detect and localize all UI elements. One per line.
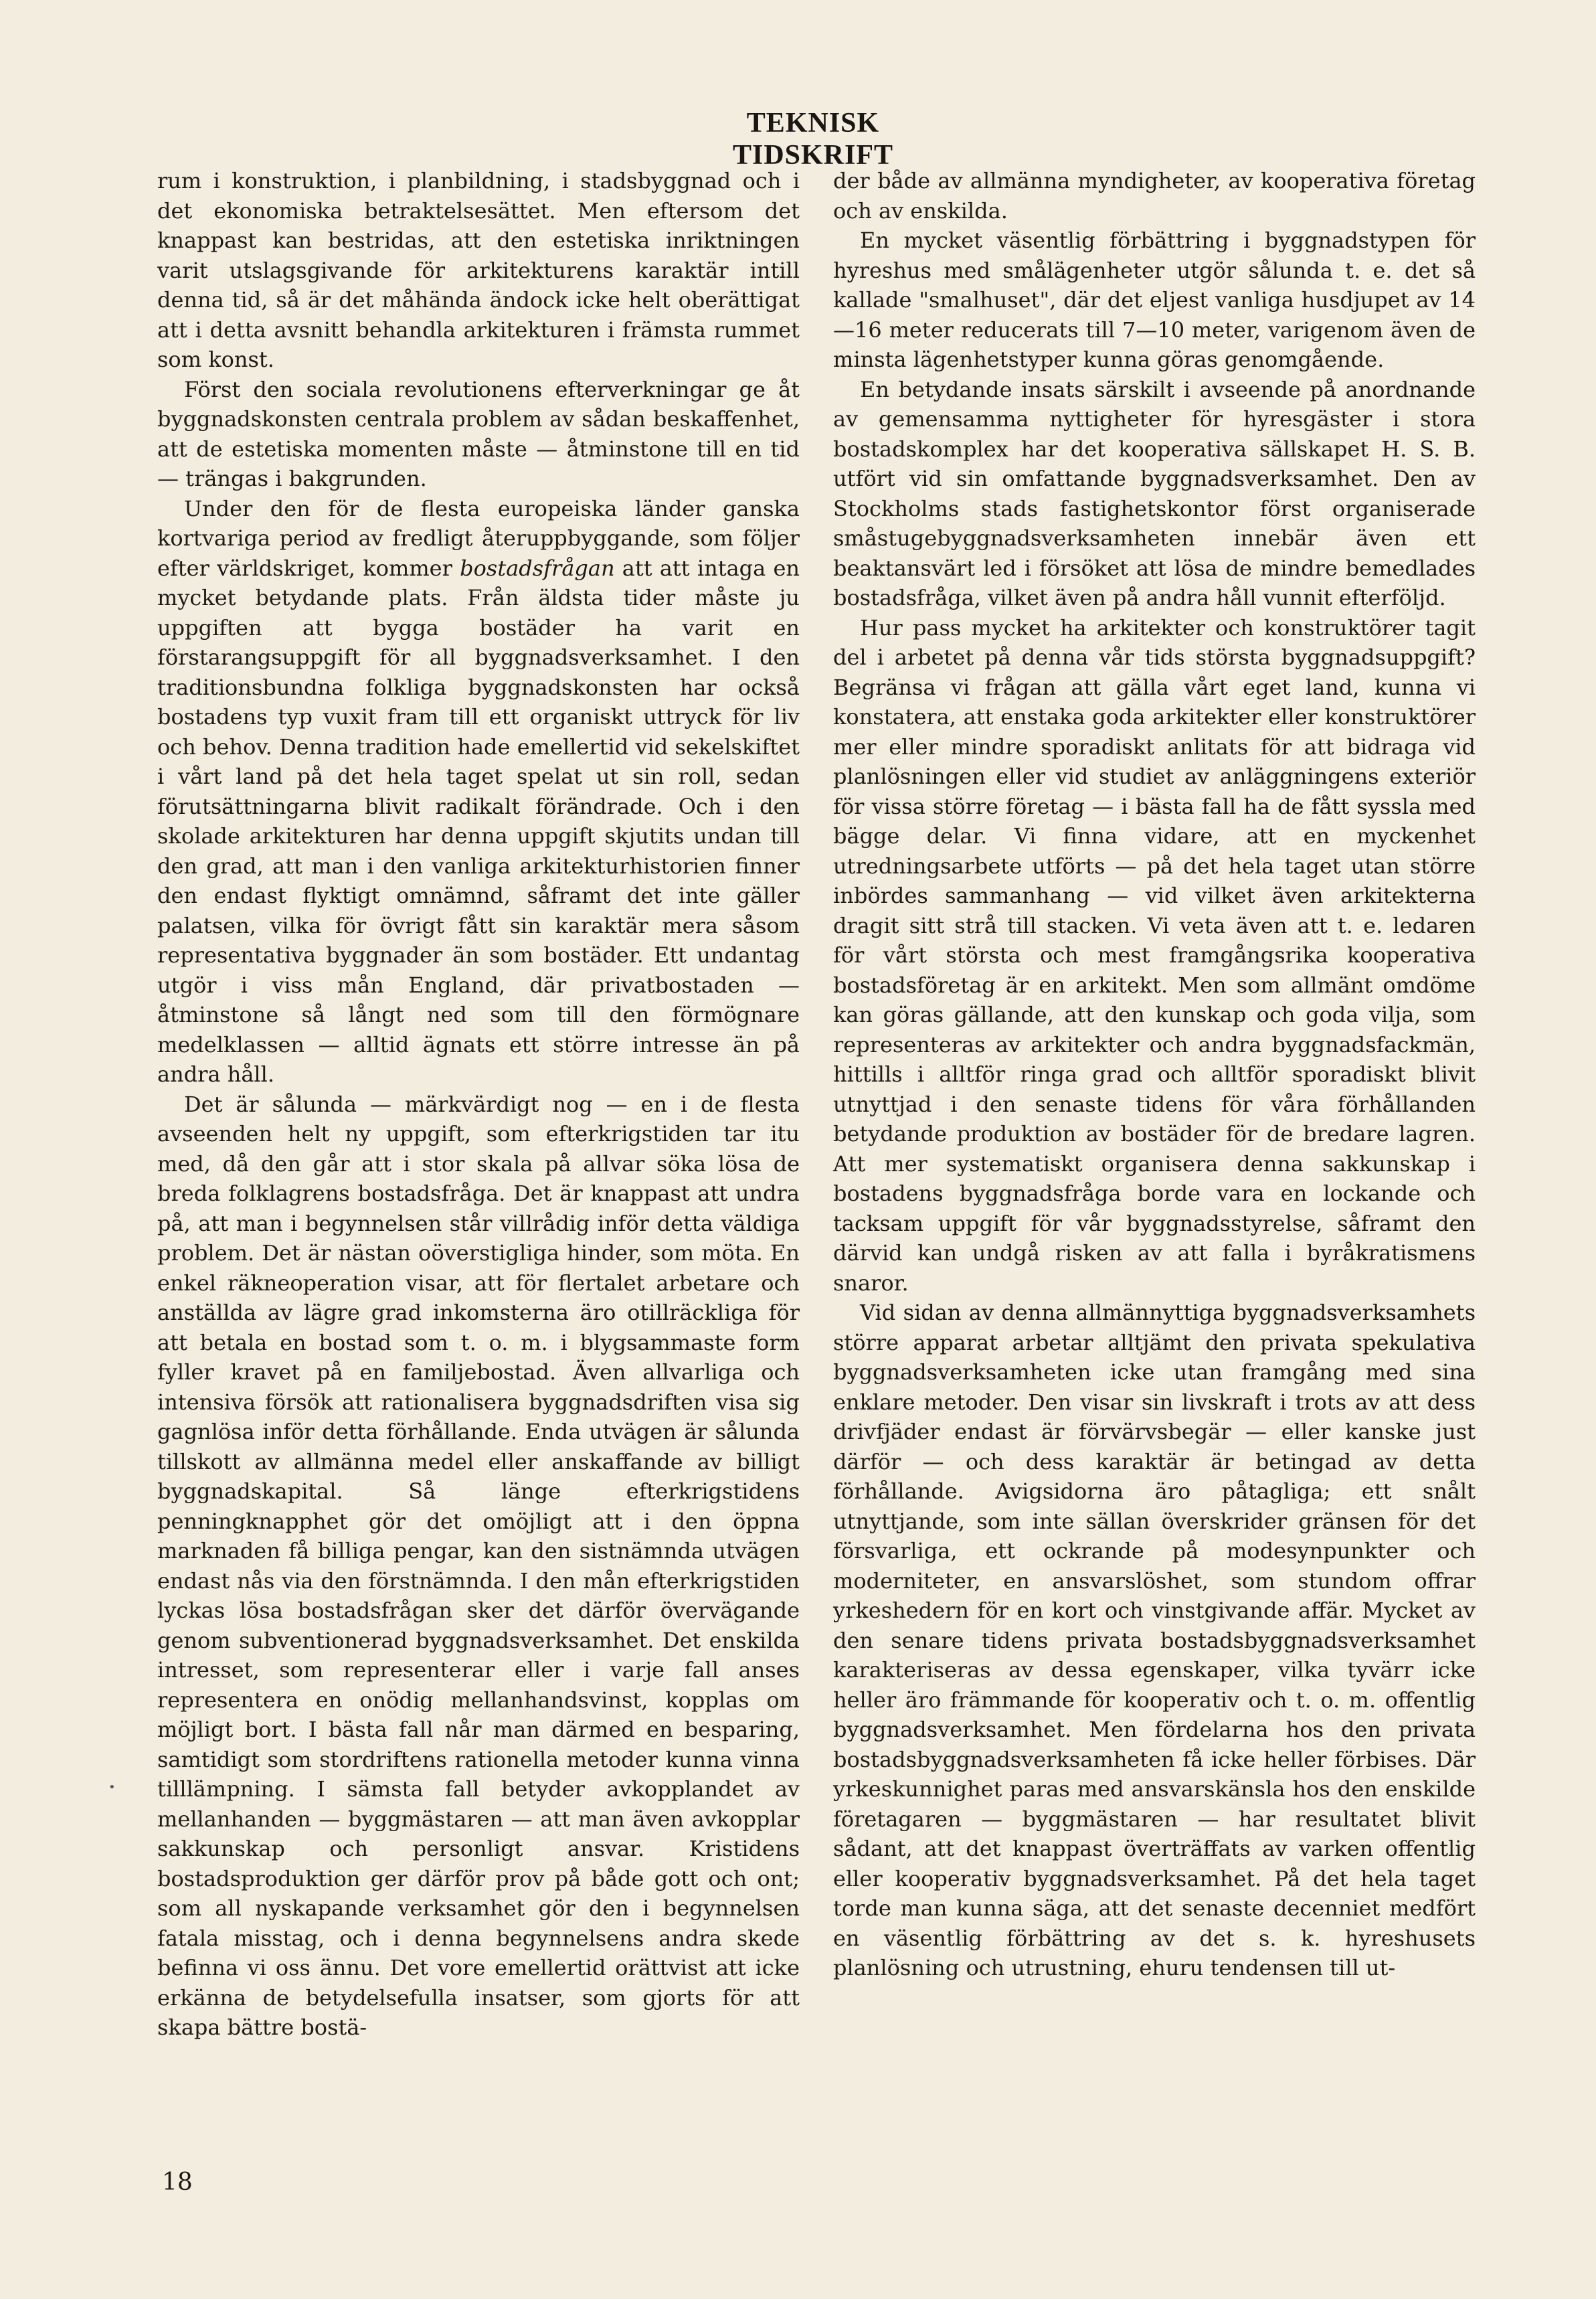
paragraph: En betydande insats särskilt i avseende på anordnande av gemensamma nyttigheter för hyresgäster i stora bostadskomplex har det kooperativa sällskapet H. S. B. utfört vid sin omfattande byggnadsverksamhet. Den av Stockholms stads fastighetskontor först organiserade småstugebyggnadsverksamheten innebär även ett beaktansvärt led i försöket att lösa de mindre bemedlades bostadsfråga, vilket även på andra håll vunnit efterföljd. bbox=[833, 376, 1476, 610]
left-column bbox=[157, 166, 800, 2140]
paragraph: Det är sålunda — märkvärdigt nog — en i de flesta avseenden helt ny uppgift, som efterkrigstiden tar itu med, då den går att i stor skala på allvar söka lösa de breda folklagrens bostadsfråga. Det är knappast att undra på, att man i begynnelsen står villrådig inför detta väldiga problem. Det är nästan oöverstigliga hinder, som möta. En enkel räkneoperation visar, att för flertalet arbetare och anställda av lägre grad inkomsterna äro otillräckliga för att betala en bostad som t. o. m. i blygsammaste form fyller kravet på en familjebostad. Även allvarliga och intensiva försök att rationalisera byggnadsdriften visa sig gagnlösa inför detta förhållande. Enda utvägen är sålunda tillskott av allmänna medel eller anskaffande av billigt byggnadskapital. Så länge efterkrigstidens penningknapphet gör det omöjligt att i den öppna marknaden få billiga pengar, kan den sistnämnda utvägen endast nås via den förstnämnda. I den mån efterkrigstiden lyckas lösa bostadsfrågan sker det därför övervägande genom subventionerad byggnadsverksamhet. Det enskilda intresset, som representerar eller i varje fall anses representera en onödig mellanhandsvinst, kopplas om möjligt bort. I bästa fall når man därmed en besparing, samtidigt som stordriftens rationella metoder kunna vinna tilllämpning. I sämsta fall betyder avkopplandet av mellanhanden — byggmästaren — att man även avkopplar sakkunskap och personligt ansvar. Kristidens bostadsproduktion ger därför prov på både gott och ont; som all nyskapande verksamhet gör den i begynnelsen fatala misstag, och i denna begynnelsens andra skede befinna vi oss ännu. Det vore emellertid orättvist att icke erkänna de betydelsefulla insatser, som gjorts för att skapa bättre bostä- bbox=[157, 1091, 800, 2040]
emphasis-text: bostadsfrågan bbox=[460, 555, 615, 581]
paragraph bbox=[157, 494, 800, 1090]
running-header: TEKNISK TIDSKRIFT bbox=[732, 108, 894, 171]
paragraph: Hur pass mycket ha arkitekter och konstruktörer tagit del i arbetet på denna vår tids största byggnadsuppgift? Begränsa vi frågan att gälla vårt eget land, kunna vi konstatera, att enstaka goda arkitekter eller konstruktörer mer eller mindre sporadiskt anlitats för att bidraga vid planlösningen eller vid studiet av anläggningens exteriör för vissa större företag — i bästa fall ha de fått syssla med bägge delar. Vi finna vidare, att en myckenhet utredningsarbete utförts — på det hela taget utan större inbördes sammanhang — vid vilket även arkitekterna dragit sitt strå till stacken. Vi veta även att t. e. ledaren för vårt största och mest framgångsrika kooperativa bostadsföretag är en arkitekt. Men som allmänt omdöme kan göras gällande, att den kunskap och goda vilja, som representeras av arkitekter och andra byggnadsfackmän, hittills i alltför ringa grad och alltför sporadiskt blivit utnyttjad i den senaste tidens för våra förhållanden betydande produktion av bostäder för de bredare lagren. Att mer systematiskt organisera denna sakkunskap i bostadens byggnadsfråga borde vara en lockande och tacksam uppgift för vår byggnadsstyrelse, såframt den därvid kan undgå risken av att falla i byråkratismens snaror. bbox=[833, 614, 1476, 1296]
paragraph: der både av allmänna myndigheter, av kooperativa företag och av enskilda. bbox=[833, 168, 1476, 224]
paragraph: En mycket väsentlig förbättring i byggnadstypen för hyreshus med smålägenheter utgör sålunda t. e. det så kallade "smalhuset", där det eljest vanliga husdjupet av 14—16 meter reducerats till 7—10 meter, varigenom även de minsta lägenhetstyper kunna göras genomgående. bbox=[833, 228, 1476, 372]
page-number: 18 bbox=[162, 2168, 193, 2196]
text-run: att att intaga en mycket betydande plats. Från äldsta tider måste ju uppgiften att bygga bostäder ha varit en förstarangsuppgift för all byggnadsverksamhet. I den traditionsbundna folkliga byggnadskonsten har också bostadens typ vuxit fram till ett organiskt uttryck för liv och behov. Denna tradition hade emellertid vid sekelskiftet i vårt land på det hela taget spelat ut sin roll, sedan förutsättningarna blivit radikalt förändrade. Och i den skolade arkitekturen har denna uppgift skjutits undan till den grad, att man i den vanliga arkitekturhistorien finner den endast flyktigt omnämnd, såframt det inte gäller palatsen, vilka för övrigt fått sin karaktär mera såsom representativa byggnader än som bostäder. Ett undantag utgör i viss mån England, där privatbostaden — åtminstone så långt ned som till den förmögnare medelklassen — alltid ägnats ett större intresse än på andra håll. bbox=[157, 555, 800, 1087]
paragraph: Vid sidan av denna allmännyttiga byggnadsverksamhets större apparat arbetar alltjämt den privata spekulativa byggnadsverksamheten icke utan framgång med sina enklare metoder. Den visar sin livskraft i trots av att dess drivfjäder endast är förvärvsbegär — eller kanske just därför — och dess karaktär är betingad av detta förhållande. Avigsidorna äro påtagliga; ett snålt utnyttjande, som inte sällan överskrider gränsen för det försvarliga, ett ockrande på modesynpunkter och moderniteter, en ansvarslöshet, som stundom offrar yrkeshedern för en kort och vinstgivande affär. Mycket av den senare tidens privata bostadsbyggnadsverksamhet karakteriseras av dessa egenskaper, vilka tyvärr icke heller äro främmande för kooperativ och t. o. m. offentlig byggnadsverksamhet. Men fördelarna hos den privata bostadsbyggnadsverksamheten få icke heller förbises. Där yrkeskunnighet paras med ansvarskänsla hos den enskilde företagaren — byggmästaren — har resultatet blivit sådant, att det knappast överträffats av varken offentlig eller kooperativ byggnadsverksamhet. På det hela taget torde man kunna säga, att det senaste decenniet medfört en väsentlig förbättring av det s. k. hyreshusets planlösning och utrustning, ehuru tendensen till ut- bbox=[833, 1300, 1476, 1980]
margin-mark: • bbox=[108, 1780, 116, 1794]
right-column bbox=[833, 166, 1476, 2140]
paragraph: Först den sociala revolutionens efterverkningar ge åt byggnadskonsten centrala problem av sådan beskaffenhet, att de estetiska momenten måste — åtminstone till en tid — trängas i bakgrunden. bbox=[157, 376, 800, 491]
text-run: Under den för de flesta europeiska länder ganska kortvariga period av fredligt återuppbyggande, som följer efter världskriget, kommer bbox=[157, 495, 800, 581]
paragraph: rum i konstruktion, i planbildning, i stadsbyggnad och i det ekonomiska betraktelsesättet. Men eftersom det knappast kan bestridas, att den estetiska inriktningen varit utslagsgivande för arkitekturens karaktär intill denna tid, så är det måhända ändock icke helt oberättigat att i detta avsnitt behandla arkitekturen i främsta rummet som konst. bbox=[157, 168, 800, 372]
